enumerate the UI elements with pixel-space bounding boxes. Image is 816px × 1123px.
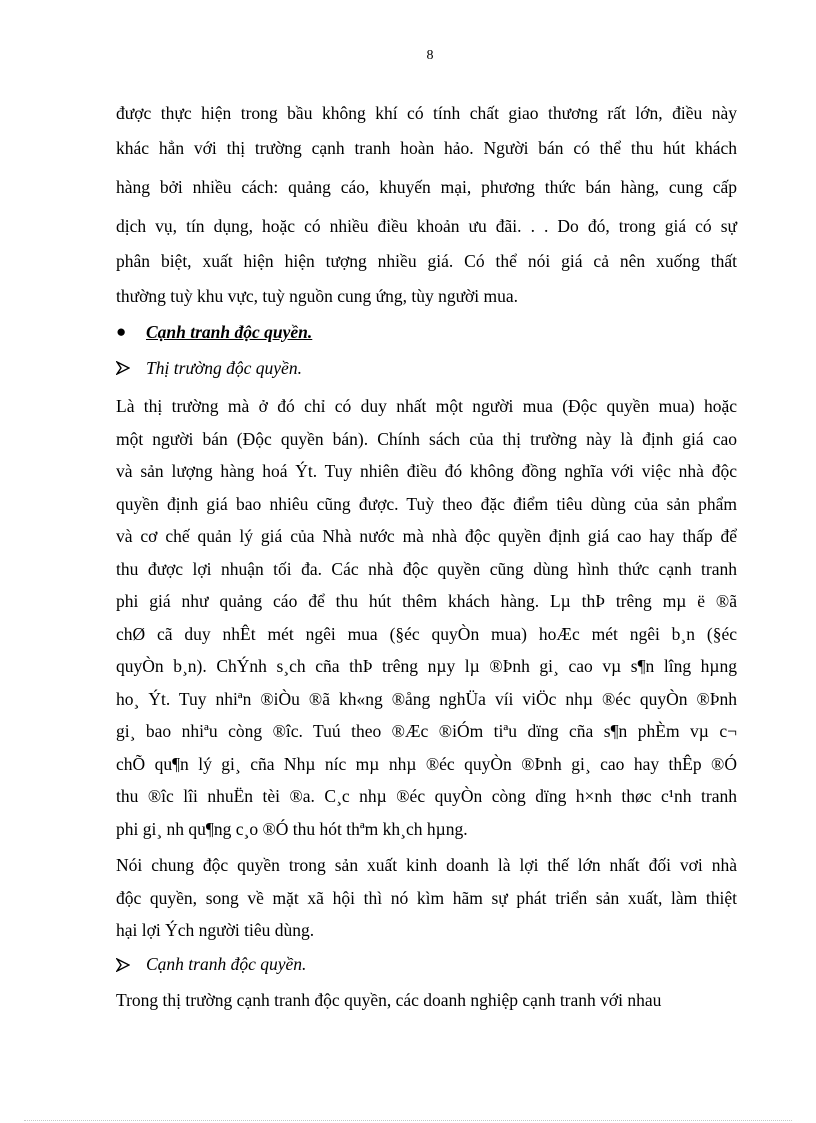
text-line: thường tuỳ khu vực, tuỳ nguồn cung ứng, tùy người mua. (116, 286, 519, 306)
text-line: được thực hiện trong bầu không khí có tính chất giao thương rất lớn, điều này (116, 103, 737, 123)
text-line: phi gi¸ nh qu¶ng c¸o ®Ó thu hót thªm kh¸ch hµng. (116, 818, 468, 839)
section-heading-text: Cạnh tranh độc quyền. (146, 321, 313, 342)
text-line: chØ cã duy nhÊt mét ngêi mua (§éc quyÒn mua) hoÆc mét ngêi b¸n (§éc (116, 623, 737, 644)
text-line: gi¸ bao nhiªu còng ®îc. Tuú theo ®Æc ®iÓm tiªu dïng cña s¶n phÈm vµ c¬ (116, 721, 737, 741)
subheading-text: Thị trường độc quyền. (146, 357, 302, 378)
text-line: khác hẳn với thị trường cạnh tranh hoàn hảo. Người bán có thể thu hút khách (116, 138, 737, 158)
text-line: ho¸ Ýt. Tuy nhiªn ®iÒu ®ã kh«ng ®ång nghÜa víi viÖc nhµ ®éc quyÒn ®Þnh (116, 688, 737, 709)
subheading-monopolistic-competition (116, 947, 737, 983)
page-bottom-divider (24, 1120, 792, 1121)
paragraph-market-pricing (116, 96, 737, 314)
text-line: Là thị trường mà ở đó chỉ có duy nhất một người mua (Độc quyền mua) hoặc (116, 396, 737, 416)
text-line: một người bán (Độc quyền bán). Chính sách của thị trường này là định giá cao (116, 428, 737, 449)
text-line: quyÒn b¸n). ChÝnh s¸ch cña thÞ trêng nµy lµ ®Þnh gi¸ cao vµ s¶n lîng hµng (116, 656, 737, 676)
arrow-right-icon (116, 958, 146, 972)
text-line: thu được lợi nhuận tối đa. Các nhà độc quyền cũng dùng hình thức cạnh tranh (116, 558, 737, 579)
text-line: quyền định giá bao nhiêu cũng được. Tuỳ theo đặc điểm tiêu dùng của sản phẩm (116, 493, 737, 514)
document-body (116, 96, 737, 1017)
text-line: phân biệt, xuất hiện hiện tượng nhiều giá. Có thể nói giá cả nên xuống thất (116, 251, 737, 271)
bullet-dot-icon: ● (116, 322, 127, 341)
subheading-text: Cạnh tranh độc quyền. (146, 954, 307, 974)
paragraph-monopolistic-competition: Trong thị trường cạnh tranh độc quyền, các doanh nghiệp cạnh tranh với nhau (116, 989, 662, 1010)
text-line: dịch vụ, tín dụng, hoặc có nhiều điều khoản ưu đãi. . . Do đó, trong giá có sự (116, 216, 737, 236)
text-line: chÕ qu¶n lý gi¸ cña Nhµ níc mµ nhµ ®éc quyÒn ®Þnh gi¸ cao hay thÊp ®Ó (116, 753, 737, 774)
text-line: và cơ chế quản lý giá của Nhà nước mà nhà độc quyền định giá cao hay thấp để (116, 526, 737, 546)
paragraph-monopoly-effects (116, 849, 737, 947)
paragraph-monopoly-definition (116, 390, 737, 845)
section-heading-monopoly-competition (116, 314, 737, 350)
page-number: 8 (426, 48, 434, 63)
text-line: và sản lượng hàng hoá Ýt. Tuy nhiên điều đó không đồng nghĩa với việc nhà độc (116, 461, 737, 481)
text-line: độc quyền, song về mặt xã hội thì nó kìm hãm sự phát triển sản xuất, làm thiệt (116, 887, 737, 908)
subheading-monopoly-market (116, 350, 737, 386)
arrow-right-icon (116, 361, 146, 375)
text-line: hại lợi Ých người tiêu dùng. (116, 920, 315, 940)
text-line: thu ®îc lîi nhuËn tèi ®a. C¸c nhµ ®éc quyÒn còng dïng h×nh thøc c¹nh tranh (116, 786, 737, 806)
text-line: Nói chung độc quyền trong sản xuất kinh doanh là lợi thế lớn nhất đối vơi nhà (116, 855, 737, 875)
text-line: phi giá như quảng cáo để thu hút thêm khách hàng. Lµ thÞ trêng mµ ë ®ã (116, 591, 737, 611)
text-line: hàng bởi nhiều cách: quảng cáo, khuyến mại, phương thức bán hàng, cung cấp (116, 177, 737, 197)
